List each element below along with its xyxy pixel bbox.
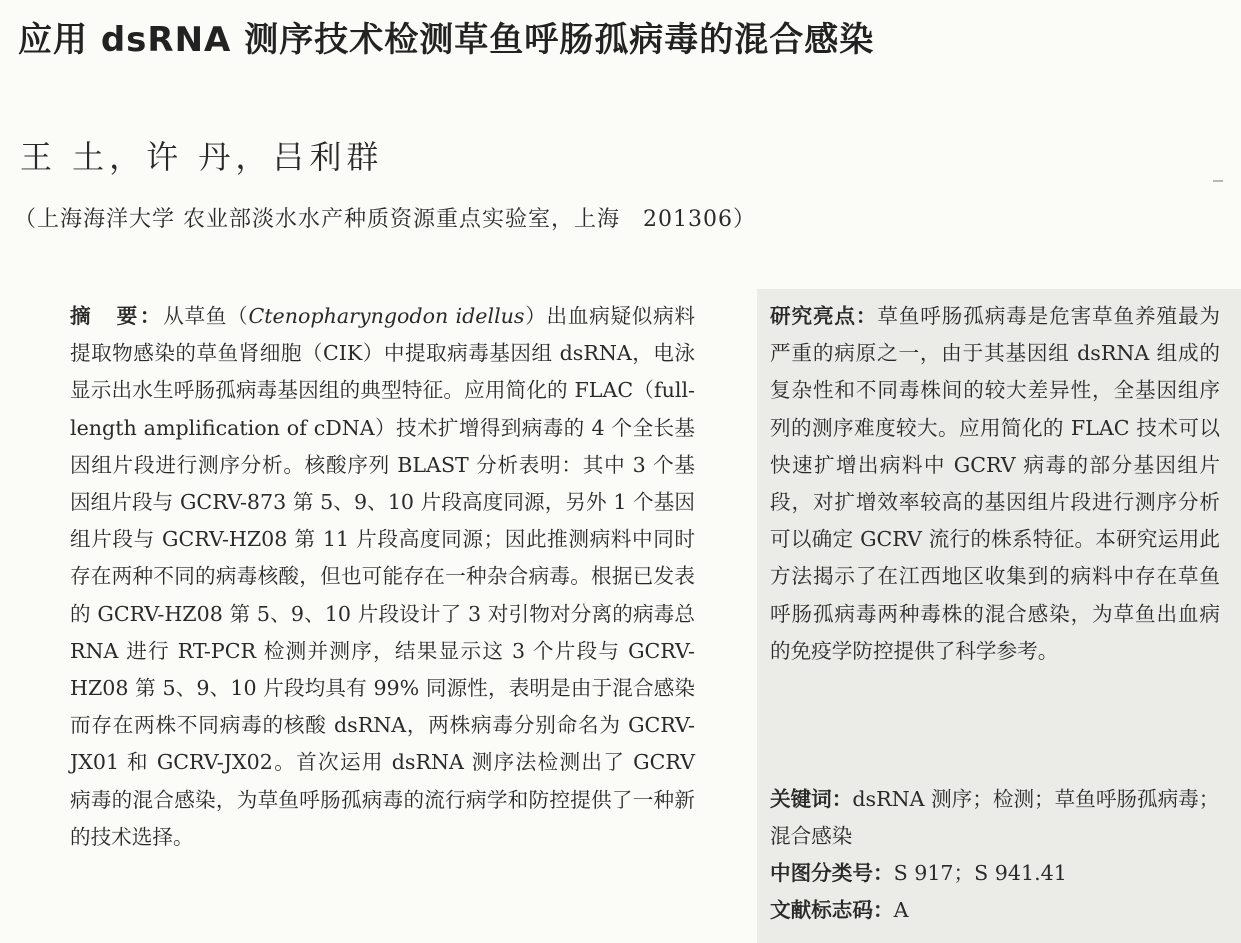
keywords-text: dsRNA 测序；检测；草鱼呼肠孤病毒；混合感染 bbox=[770, 787, 1220, 849]
species-name: Ctenopharyngodon idellus bbox=[248, 304, 525, 328]
abstract-label: 摘 要： bbox=[70, 304, 164, 328]
abstract-paragraph bbox=[70, 298, 695, 856]
clc-number-label: 中图分类号： bbox=[770, 861, 894, 885]
keywords-label: 关键词： bbox=[770, 787, 853, 811]
author-affiliation: （上海海洋大学 农业部淡水水产种质资源重点实验室，上海 201306） bbox=[14, 207, 756, 232]
author-list: 王 土，许 丹，吕利群 bbox=[20, 138, 384, 176]
keywords-line bbox=[770, 781, 1220, 855]
paper-title: 应用 dsRNA 测序技术检测草鱼呼肠孤病毒的混合感染 bbox=[18, 20, 875, 60]
document-code-text: A bbox=[893, 898, 909, 922]
abstract-text-rest: ）出血病疑似病料提取物感染的草鱼肾细胞（CIK）中提取病毒基因组 dsRNA，电泳显示出水生呼肠孤病毒基因组的典型特征。应用简化的 FLAC（full-length amplification of cDNA）技术扩增得到病毒的 4 个全长基因组片段进行测序分析。核酸序列 BLAST 分析表明：其中 3 个基因组片段与 GCRV-873 第 5、9、10 片段高度同源，另外 1 个基因组片段与 GCRV-HZ08 第 11 片段高度同源；因此推测病料中同时存在两种不同的病毒核酸，但也可能存在一种杂合病毒。根据已发表的 GCRV-HZ08 第 5、9、10 片段设计了 3 对引物对分离的病毒总 RNA 进行 RT-PCR 检测并测序，结果显示这 3 个片段与 GCRV-HZ08 第 5、9、10 片段均具有 99% 同源性，表明是由于混合感染而存在两株不同病毒的核酸 dsRNA，两株病毒分别命名为 GCRV-JX01 和 GCRV-JX02。首次运用 dsRNA 测序法检测出了 GCRV 病毒的混合感染，为草鱼呼肠孤病毒的流行病学和防控提供了一种新的技术选择。 bbox=[70, 304, 695, 849]
abstract-text-start: 从草鱼（ bbox=[163, 304, 249, 328]
highlights-text: 草鱼呼肠孤病毒是危害草鱼养殖最为严重的病原之一，由于其基因组 dsRNA 组成的复杂性和不同毒株间的较大差异性，全基因组序列的测序难度较大。应用简化的 FLAC 技术可以快速扩增出病料中 GCRV 病毒的部分基因组片段，对扩增效率较高的基因组片段进行测序分析可以确定 GCRV 流行的株系特征。本研究运用此方法揭示了在江西地区收集到的病料中存在草鱼呼肠孤病毒两种毒株的混合感染，为草鱼出血病的免疫学防控提供了科学参考。 bbox=[770, 304, 1221, 663]
clc-number-text: S 917；S 941.41 bbox=[893, 861, 1067, 885]
document-code-label: 文献标志码： bbox=[770, 898, 894, 922]
clc-number-line bbox=[770, 855, 1220, 892]
scan-artifact bbox=[1213, 180, 1223, 182]
research-highlights bbox=[770, 298, 1220, 670]
highlights-label: 研究亮点： bbox=[770, 304, 878, 328]
document-code-line bbox=[770, 892, 1220, 929]
